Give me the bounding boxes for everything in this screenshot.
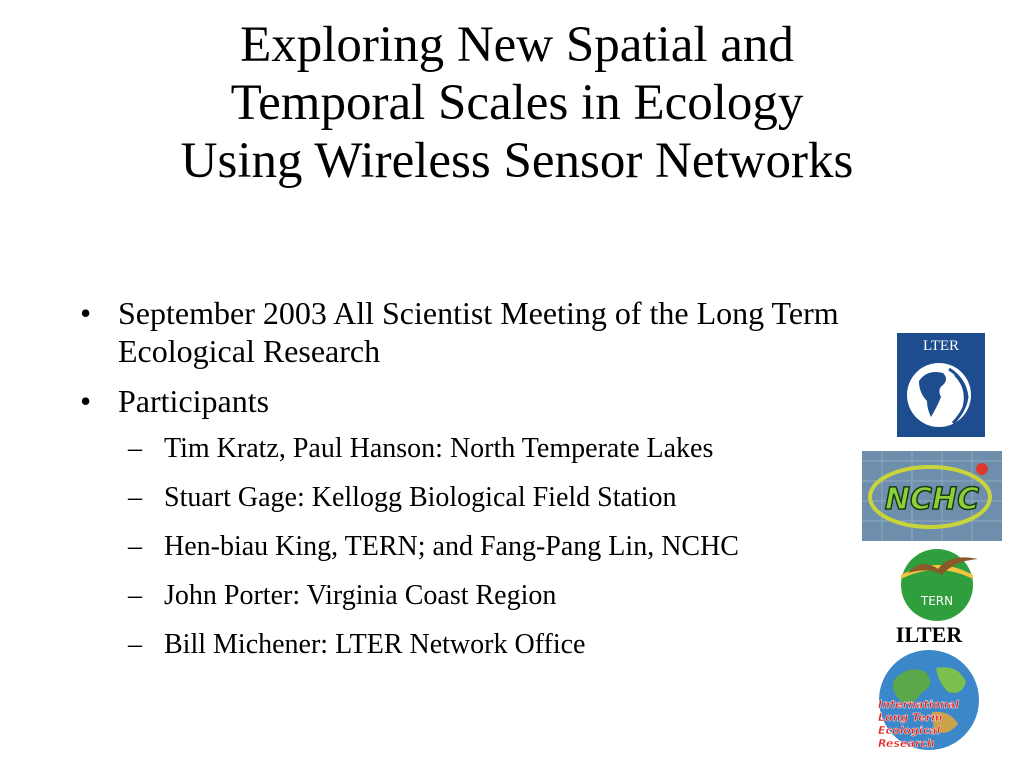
title-line-1: Exploring New Spatial and (240, 17, 794, 73)
ilter-caption-line-1: International (878, 698, 959, 711)
slide-title (0, 16, 1024, 190)
bullet-meeting (80, 294, 940, 370)
tern-logo (892, 545, 982, 623)
sub-bullet-kellogg (80, 481, 940, 515)
sub-bullet-marker: – (128, 482, 142, 513)
ilter-caption-line-3: Ecological (878, 724, 941, 737)
sub-bullet-text: Tim Kratz, Paul Hanson: North Temperate Lakes (164, 433, 714, 464)
bullet-list (80, 294, 940, 677)
sub-bullet-tern-nchc (80, 530, 940, 564)
sub-bullet-network-office (80, 628, 940, 662)
nchc-logo (862, 451, 1002, 541)
sub-bullet-text: John Porter: Virginia Coast Region (164, 580, 557, 611)
red-dot-icon (976, 463, 988, 475)
bullet-marker: • (80, 295, 92, 331)
lter-logo-text: LTER (922, 338, 960, 354)
sub-bullet-marker: – (128, 433, 142, 464)
sub-bullet-text: Stuart Gage: Kellogg Biological Field Station (164, 482, 677, 513)
title-line-2: Temporal Scales in Ecology (230, 75, 804, 131)
bullet-text: September 2003 All Scientist Meeting of the Long Term Ecological Research (118, 295, 839, 369)
bullet-participants (80, 382, 940, 420)
bullet-text: Participants (118, 383, 270, 419)
sub-bullet-north-temperate-lakes (80, 432, 940, 466)
sub-bullet-marker: – (128, 531, 142, 562)
sub-bullet-marker: – (128, 629, 142, 660)
sub-bullet-marker: – (128, 580, 142, 611)
sub-bullet-text: Hen-biau King, TERN; and Fang-Pang Lin, NCHC (164, 531, 739, 562)
sub-bullet-virginia-coast (80, 579, 940, 613)
nchc-logo-text: NCHC (884, 482, 980, 517)
lter-logo (897, 333, 985, 437)
ilter-caption-line-4: Research (878, 737, 935, 750)
tern-logo-text: TERN (920, 594, 954, 608)
ilter-logo (874, 620, 984, 760)
ilter-caption-line-2: Long Term (878, 711, 943, 724)
bullet-marker: • (80, 383, 92, 419)
sub-bullet-text: Bill Michener: LTER Network Office (164, 629, 586, 660)
ilter-logo-text: ILTER (895, 622, 963, 647)
title-line-3: Using Wireless Sensor Networks (180, 133, 854, 189)
